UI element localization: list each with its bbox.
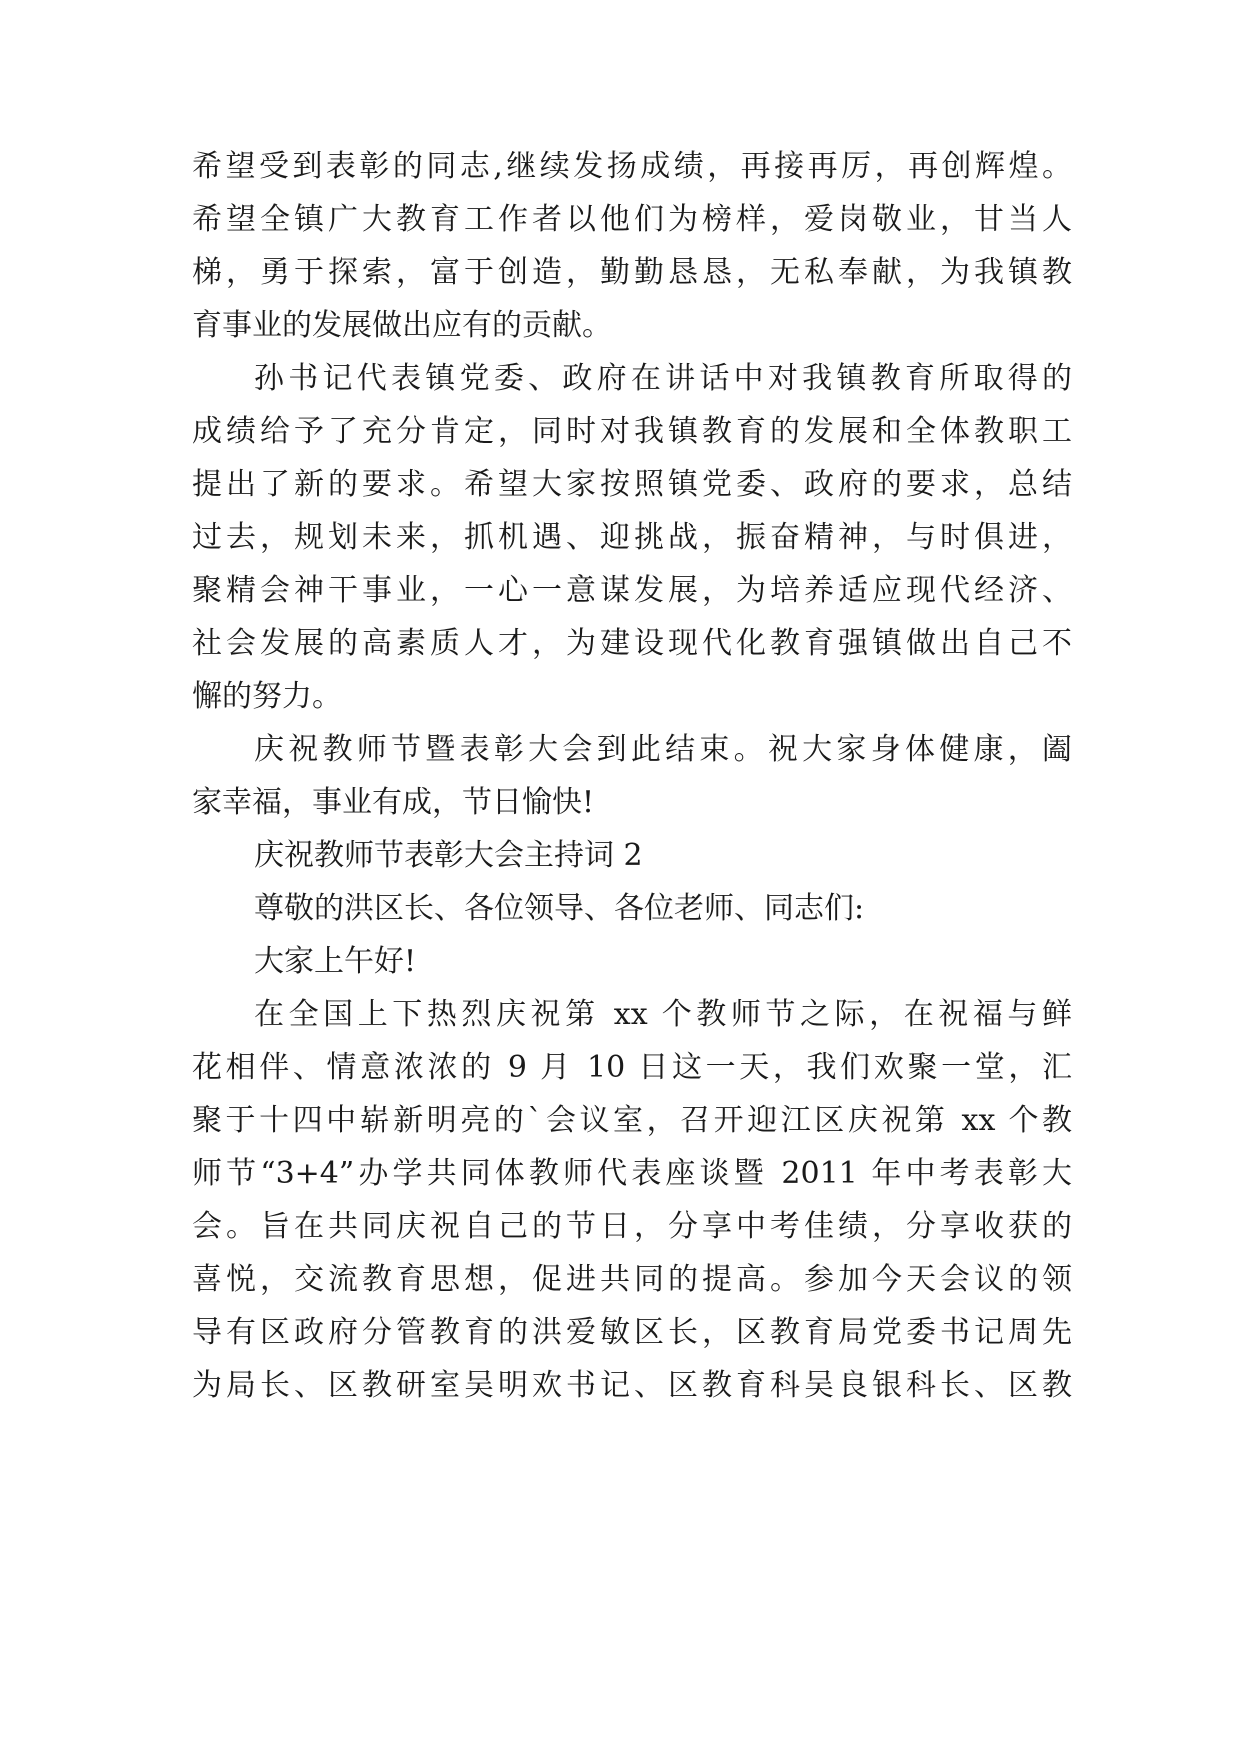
text-line-8: 过去，规划未来，抓机遇、迎挑战，振奋精神，与时俱进，	[192, 520, 1072, 555]
text-line-13: 家幸福，事业有成，节日愉快!	[192, 785, 595, 820]
text-line-2: 希望全镇广大教育工作者以他们为榜样，爱岗敬业，甘当人	[192, 202, 1072, 237]
salutation-line: 尊敬的洪区长、各位领导、各位老师、同志们:	[254, 891, 865, 926]
section-heading: 庆祝教师节表彰大会主持词 2	[254, 838, 643, 873]
text-line-10: 社会发展的高素质人才，为建设现代化教育强镇做出自己不	[192, 626, 1072, 661]
text-line-6: 成绩给予了充分肯定，同时对我镇教育的发展和全体教职工	[192, 414, 1072, 449]
text-line-7: 提出了新的要求。希望大家按照镇党委、政府的要求，总结	[192, 467, 1072, 502]
text-line-21: 会。旨在共同庆祝自己的节日，分享中考佳绩，分享收获的	[192, 1209, 1072, 1244]
text-line-1: 希望受到表彰的同志,继续发扬成绩，再接再厉，再创辉煌。	[192, 149, 1072, 184]
paragraph-start-line: 孙书记代表镇党委、政府在讲话中对我镇教育所取得的	[254, 361, 1072, 396]
greeting-line: 大家上午好!	[254, 944, 417, 979]
paragraph-start-line: 在全国上下热烈庆祝第 xx 个教师节之际，在祝福与鲜	[254, 997, 1072, 1032]
text-line-11: 懈的努力。	[192, 679, 342, 714]
text-line-24: 为局长、区教研室吴明欢书记、区教育科吴良银科长、区教	[192, 1368, 1072, 1403]
text-line-4: 育事业的发展做出应有的贡献。	[192, 308, 612, 343]
text-line-19: 聚于十四中崭新明亮的`会议室，召开迎江区庆祝第 xx 个教	[192, 1103, 1072, 1138]
text-line-9: 聚精会神干事业，一心一意谋发展，为培养适应现代经济、	[192, 573, 1072, 608]
text-line-23: 导有区政府分管教育的洪爱敏区长，区教育局党委书记周先	[192, 1315, 1072, 1350]
text-line-18: 花相伴、情意浓浓的 9 月 10 日这一天，我们欢聚一堂，汇	[192, 1050, 1072, 1085]
text-line-3: 梯，勇于探索，富于创造，勤勤恳恳，无私奉献，为我镇教	[192, 255, 1072, 290]
paragraph-start-line: 庆祝教师节暨表彰大会到此结束。祝大家身体健康，阖	[254, 732, 1072, 767]
text-line-20: 师节“3+4”办学共同体教师代表座谈暨 2011 年中考表彰大	[192, 1156, 1072, 1191]
text-line-22: 喜悦，交流教育思想，促进共同的提高。参加今天会议的领	[192, 1262, 1072, 1297]
